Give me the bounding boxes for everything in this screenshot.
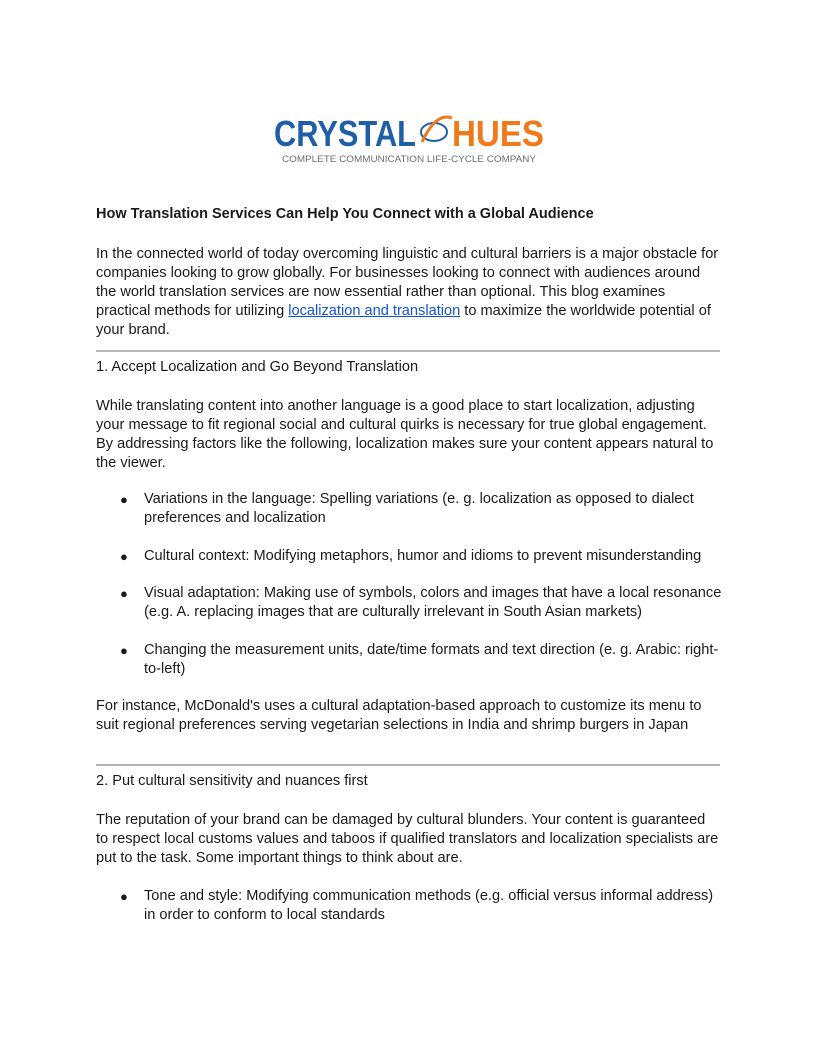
list-item-text: Tone and style: Modifying communication methods (e.g. official versus informal address) in order to conform to local standards xyxy=(144,888,714,923)
section1-heading: 1. Accept Localization and Go Beyond Translation xyxy=(96,359,419,375)
localization-translation-link[interactable]: localization and translation xyxy=(288,303,461,319)
list-item-text: Variations in the language: Spelling variations (e. g. localization as opposed to dialect preferences and localization xyxy=(144,491,694,526)
list-item-text: Changing the measurement units, date/time formats and text direction (e. g. Arabic: right-to-left) xyxy=(144,642,719,677)
section1-paragraph: While translating content into another language is a good place to start localization, adjusting your message to fit regional social and cultural quirks is necessary for true global engagement. By addressing factors like the following, localization makes sure your content appears natural to the viewer. xyxy=(96,398,714,471)
section-divider xyxy=(96,764,720,766)
section2-paragraph: The reputation of your brand can be damaged by cultural blunders. Your content is guaranteed to respect local customs values and taboos if qualified translators and localization specialists are put to the task. Some important things to think about are. xyxy=(96,812,719,866)
bullet-icon: ● xyxy=(120,586,128,601)
section1-closing: For instance, McDonald's uses a cultural adaptation-based approach to customize its menu to suit regional preferences serving vegetarian selections in India and shrimp burgers in Japan xyxy=(96,698,702,733)
bullet-icon: ● xyxy=(120,643,128,658)
bullet-icon: ● xyxy=(120,889,128,904)
company-logo xyxy=(274,112,546,168)
section-divider xyxy=(96,350,720,352)
bullet-icon: ● xyxy=(120,549,128,564)
intro-paragraph xyxy=(96,245,720,340)
article-title: How Translation Services Can Help You Connect with a Global Audience xyxy=(96,206,594,222)
logo-brand-left: CRYSTAL xyxy=(274,113,416,154)
list-item-text: Visual adaptation: Making use of symbols, colors and images that have a local resonance (e.g. A. replacing images that are culturally irrelevant in South Asian markets) xyxy=(144,585,722,620)
bullet-icon: ● xyxy=(120,492,128,507)
logo-tagline: COMPLETE COMMUNICATION LIFE-CYCLE COMPANY xyxy=(282,154,536,164)
list-item-text: Cultural context: Modifying metaphors, humor and idioms to prevent misunderstanding xyxy=(144,548,702,564)
logo-brand-right: HUES xyxy=(452,113,544,154)
intro-text-after: to maximize the worldwide potential of your brand. xyxy=(96,303,711,338)
section2-heading: 2. Put cultural sensitivity and nuances first xyxy=(96,773,368,789)
intro-text-before: In the connected world of today overcoming linguistic and cultural barriers is a major obstacle for companies looking to grow globally. For businesses looking to connect with audiences around the world translation services are now essential rather than optional. This blog examines practical methods for utilizing xyxy=(96,246,719,319)
logo-orbit-icon xyxy=(421,117,452,142)
